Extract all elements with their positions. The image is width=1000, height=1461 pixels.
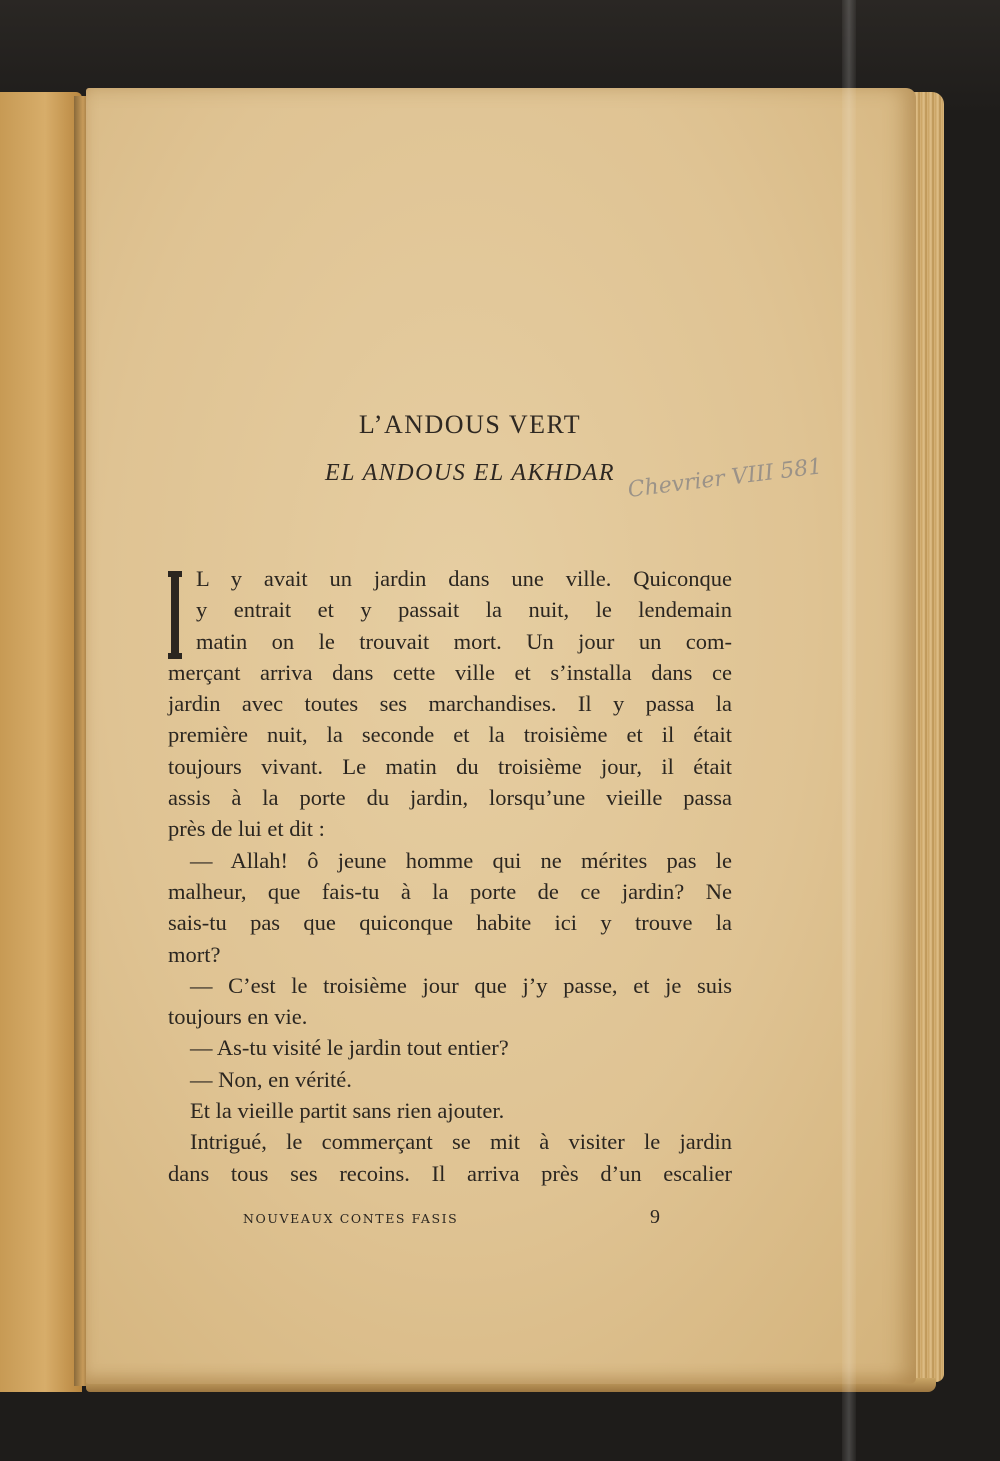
text-line: première nuit, la seconde et la troisième et il était	[168, 722, 732, 748]
text-line: y entrait et y passait la nuit, le lendemain	[196, 597, 732, 623]
text-line: matin on le trouvait mort. Un jour un com-	[196, 628, 732, 654]
text-line: — C’est le troisième jour que j’y passe, et je suis	[190, 972, 732, 998]
text-line: toujours en vie.	[168, 1004, 308, 1030]
text-line: dans tous ses recoins. Il arriva près d’un escalier	[168, 1160, 732, 1186]
text-line: mort?	[168, 941, 221, 967]
text-line: toujours vivant. Le matin du troisième jour, il était	[168, 753, 732, 779]
text-line: près de lui et dit :	[168, 816, 325, 842]
text-line: Et la vieille partit sans rien ajouter.	[190, 1098, 505, 1124]
text-line: assis à la porte du jardin, lorsqu’une vieille passa	[168, 785, 732, 811]
page-number: 9	[650, 1206, 660, 1228]
text-line: — Allah! ô jeune homme qui ne mérites pas le	[190, 847, 732, 873]
body-text	[168, 563, 732, 1189]
text-line: malheur, que fais-tu à la porte de ce jardin? Ne	[168, 878, 732, 904]
text-line: Intrigué, le commerçant se mit à visiter le jardin	[190, 1129, 732, 1155]
text-line: — Non, en vérité.	[190, 1066, 352, 1092]
glass-clip	[842, 0, 856, 1461]
chapter-title: L’ANDOUS VERT	[358, 410, 582, 439]
left-page-edge	[0, 92, 82, 1392]
text-line: merçant arriva dans cette ville et s’installa dans ce	[168, 659, 732, 685]
chapter-subtitle: EL ANDOUS EL AKHDAR	[324, 460, 616, 486]
text-line: jardin avec toutes ses marchandises. Il y passa la	[168, 691, 732, 717]
text-line: sais-tu pas que quiconque habite ici y trouve la	[168, 910, 732, 936]
text-line: L y avait un jardin dans une ville. Quiconque	[196, 566, 732, 591]
text-line: — As-tu visité le jardin tout entier?	[190, 1035, 509, 1061]
handwritten-annotation: Chevrier VIII 581	[626, 454, 824, 503]
footer-book-title: NOUVEAUX CONTES FASIS	[243, 1211, 459, 1226]
